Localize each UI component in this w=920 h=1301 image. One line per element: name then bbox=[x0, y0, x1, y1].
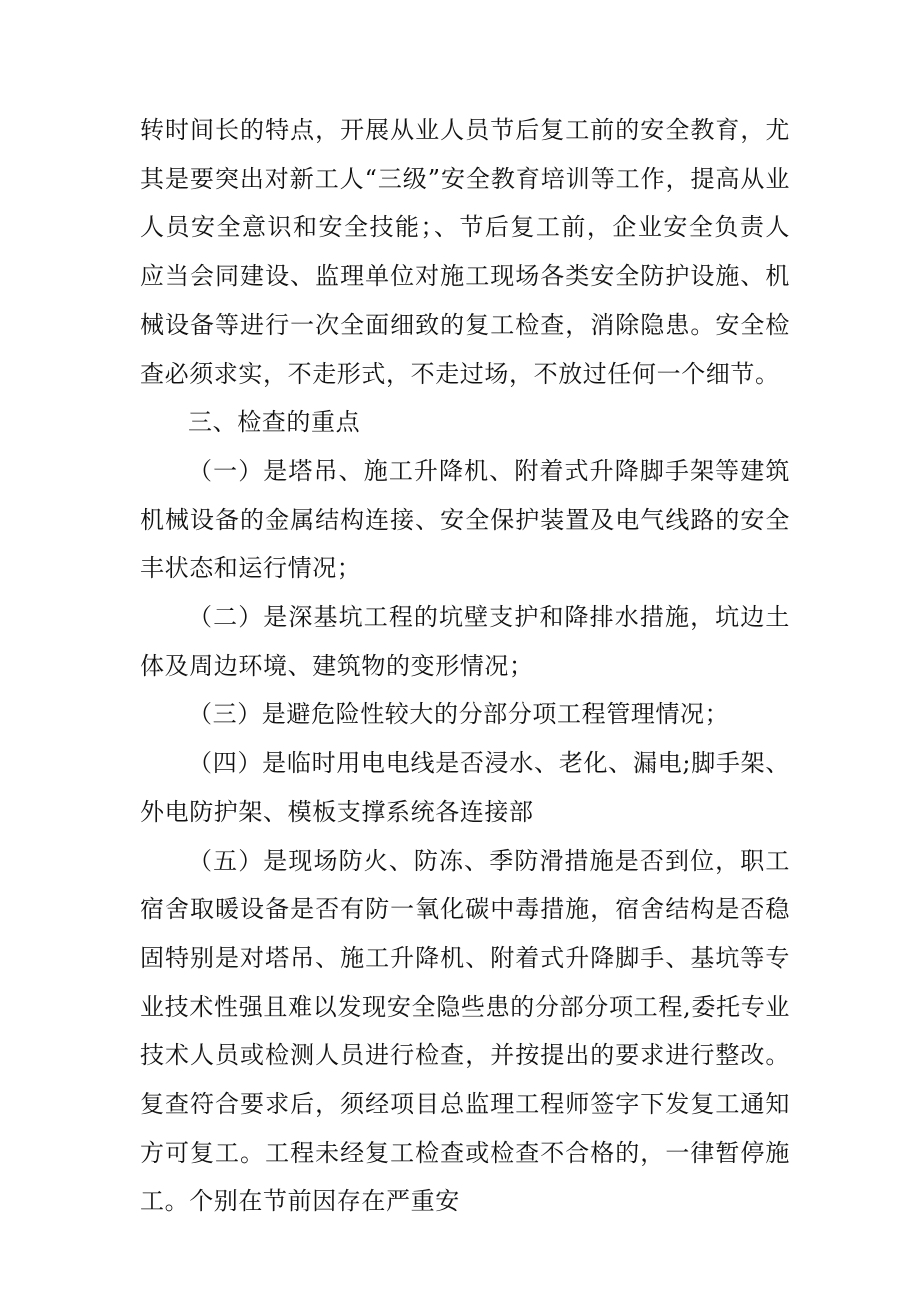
paragraph-intro: 转时间长的特点，开展从业人员节后复工前的安全教育，尤其是要突出对新工人“三级”安全教育培训等工作，提高从业人员安全意识和安全技能；、节后复工前，企业安全负责人应当会同建设、监理单位对施工现场各类安全防护设施、机械设备等进行一次全面细致的复工检查，消除隐患。安全检查必须求实，不走形式，不走过场，不放过任何一个细节。 bbox=[140, 116, 790, 388]
list-item-1: （一）是塔吊、施工升降机、附着式升降脚手架等建筑机械设备的金属结构连接、安全保护装置及电气线路的安全丰状态和运行情况； bbox=[140, 456, 790, 583]
section-heading-inspection-focus: 三、检查的重点 bbox=[188, 408, 361, 437]
list-item-4: （四）是临时用电电线是否浸水、老化、漏电;脚手架、外电防护架、模板支撑系统各连接部 bbox=[140, 749, 790, 826]
document-body bbox=[140, 106, 790, 1226]
list-item-3: （三）是避危险性较大的分部分项工程管理情况； bbox=[188, 700, 730, 729]
list-item-5: （五）是现场防火、防冻、季防滑措施是否到位，职工宿舍取暖设备是否有防一氧化碳中毒措施，宿舍结构是否稳固特别是对塔吊、施工升降机、附着式升降脚手、基坑等专业技术性强且难以发现安全隐些患的分部分项工程,委托专业技术人员或检测人员进行检查，并按提出的要求进行整改。复查符合要求后，须经项目总监理工程师签字下发复工通知方可复工。工程未经复工检查或检查不合格的，一律暂停施工。个别在节前因存在严重安 bbox=[140, 846, 790, 1216]
list-item-2: （二）是深基坑工程的坑壁支护和降排水措施，坑边土体及周边环境、建筑物的变形情况； bbox=[140, 603, 790, 680]
